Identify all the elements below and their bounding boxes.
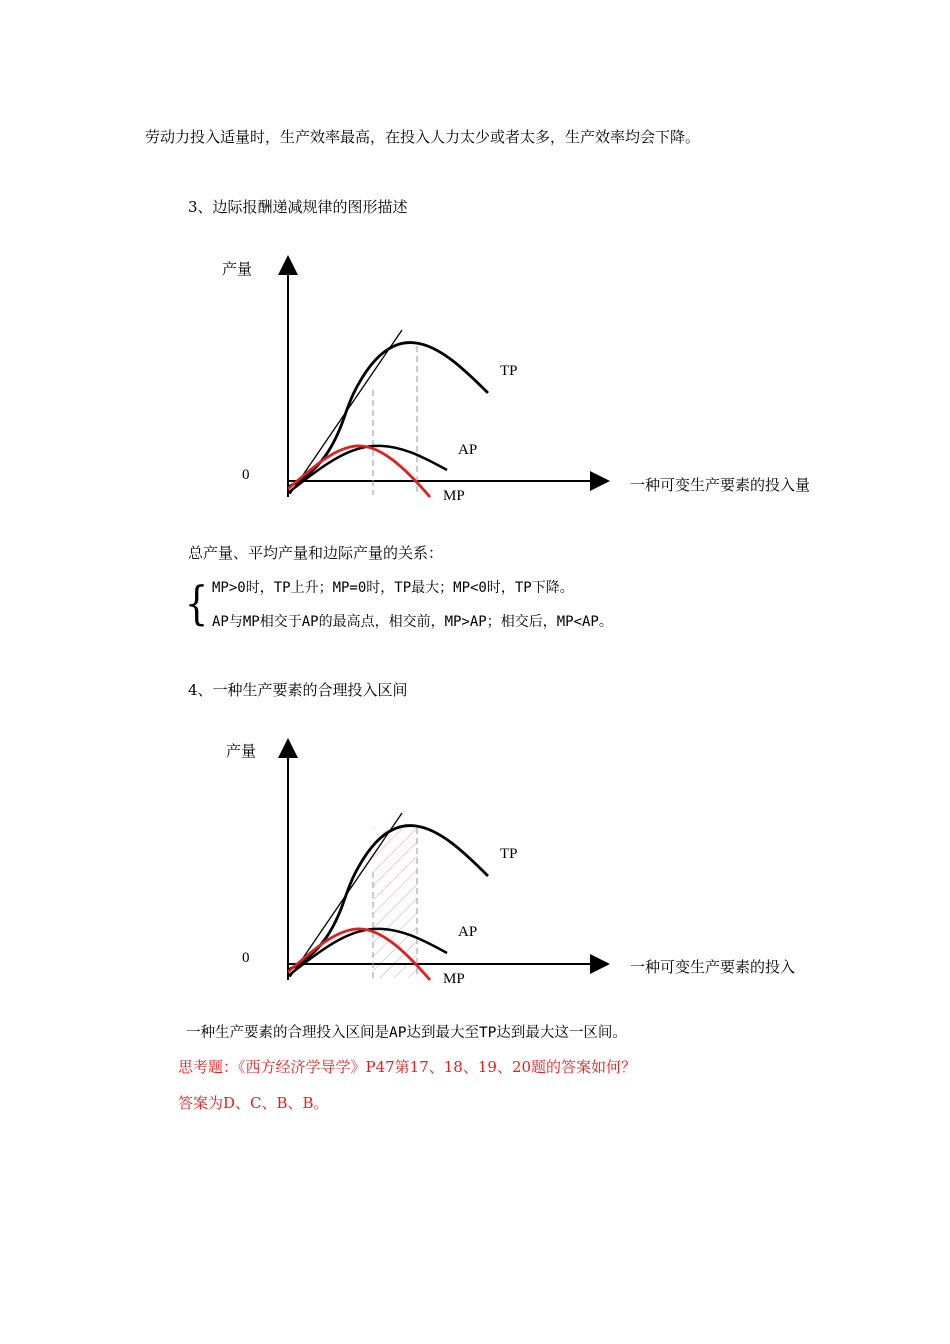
relation-title: 总产量、平均产量和边际产量的关系： bbox=[188, 544, 444, 562]
fig1-origin-label: 0 bbox=[242, 467, 250, 483]
fig2-rational-region bbox=[373, 828, 417, 978]
fig2-tp-label: TP bbox=[500, 846, 518, 862]
relation-line-2: AP与MP相交于AP的最高点，相交前，MP>AP；相交后，MP<AP。 bbox=[212, 614, 613, 630]
answer-text: 答案为D、C、B、B。 bbox=[178, 1094, 329, 1112]
question-text: 思考题：《西方经济学导学》P47第17、18、19、20题的答案如何？ bbox=[178, 1058, 637, 1076]
intro-paragraph: 劳动力投入适量时，生产效率最高，在投入人力太少或者太多，生产效率均会下降。 bbox=[145, 128, 701, 146]
fig2-y-axis-label: 产量 bbox=[226, 742, 257, 760]
fig1-y-axis-label: 产量 bbox=[222, 260, 253, 278]
fig2-mp-label: MP bbox=[443, 971, 465, 987]
relation-line-1: MP>0时，TP上升；MP=0时，TP最大；MP<0时，TP下降。 bbox=[212, 580, 574, 596]
fig1-ap-label: AP bbox=[458, 442, 478, 458]
conclusion-paragraph: 一种生产要素的合理投入区间是AP达到最大至TP达到最大这一区间。 bbox=[186, 1025, 627, 1041]
fig2-origin-label: 0 bbox=[242, 950, 250, 966]
section4-title: 4、一种生产要素的合理投入区间 bbox=[188, 681, 408, 699]
fig1-tp-label: TP bbox=[500, 363, 518, 379]
fig2-ap-label: AP bbox=[458, 924, 478, 940]
fig2-x-axis-label: 一种可变生产要素的投入 bbox=[630, 958, 796, 976]
section3-title: 3、边际报酬递减规律的图形描述 bbox=[188, 198, 408, 216]
fig1-x-axis-label: 一种可变生产要素的投入量 bbox=[630, 476, 811, 494]
brace-symbol: { bbox=[184, 576, 209, 630]
fig1-mp-label: MP bbox=[443, 488, 465, 504]
